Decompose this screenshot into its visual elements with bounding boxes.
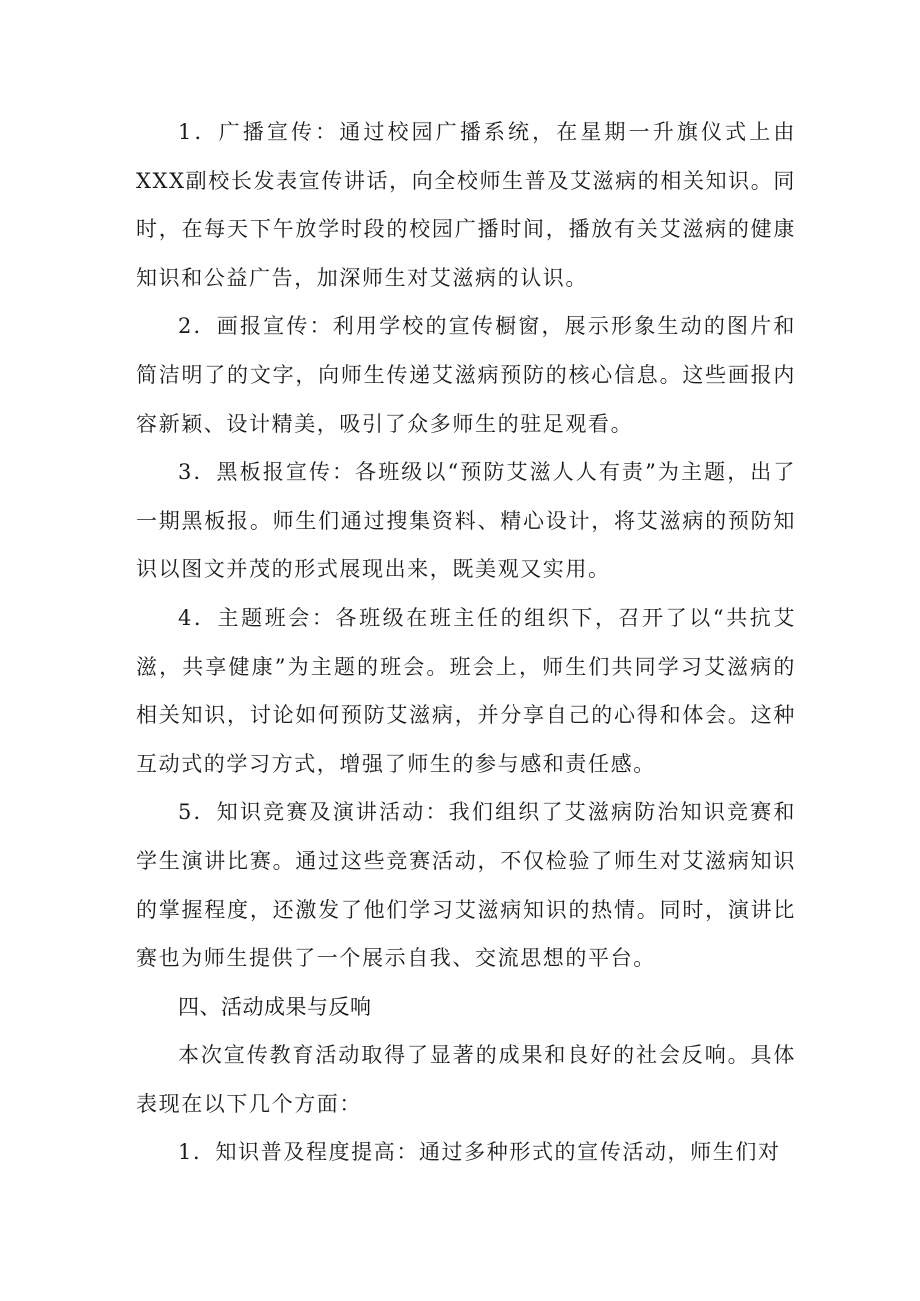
paragraph-blackboard: 3．黑板报宣传：各班级以“预防艾滋人人有责”为主题，出了一期黑板报。师生们通过搜集资料、精心设计，将艾滋病的预防知识以图文并茂的形式展现出来，既美观又实用。 bbox=[136, 460, 796, 582]
paragraph-competition: 5．知识竞赛及演讲活动：我们组织了艾滋病防治知识竞赛和学生演讲比赛。通过这些竞赛活动，不仅检验了师生对艾滋病知识的掌握程度，还激发了他们学习艾滋病知识的热情。同时，演讲比赛也为师生提供了一个展示自我、交流思想的平台。 bbox=[136, 800, 796, 971]
paragraph-poster: 2．画报宣传：利用学校的宣传橱窗，展示形象生动的图片和简洁明了的文字，向师生传递艾滋病预防的核心信息。这些画报内容新颖、设计精美，吸引了众多师生的驻足观看。 bbox=[136, 314, 796, 436]
paragraph-broadcast: 1．广播宣传：通过校园广播系统，在星期一升旗仪式上由XXX副校长发表宣传讲话，向全校师生普及艾滋病的相关知识。同时，在每天下午放学时段的校园广播时间，播放有关艾滋病的健康知识和公益广告，加深师生对艾滋病的认识。 bbox=[136, 120, 796, 290]
paragraph-results-item-1: 1．知识普及程度提高：通过多种形式的宣传活动，师生们对 bbox=[178, 1140, 781, 1165]
section-heading: 四、活动成果与反响 bbox=[178, 994, 372, 1019]
paragraph-results-intro: 本次宣传教育活动取得了显著的成果和良好的社会反响。具体表现在以下几个方面： bbox=[136, 1043, 796, 1116]
paragraph-class-meeting: 4．主题班会：各班级在班主任的组织下，召开了以“共抗艾滋，共享健康”为主题的班会。班会上，师生们共同学习艾滋病的相关知识，讨论如何预防艾滋病，并分享自己的心得和体会。这种互动式的学习方式，增强了师生的参与感和责任感。 bbox=[136, 605, 796, 776]
document-body bbox=[136, 108, 796, 1177]
